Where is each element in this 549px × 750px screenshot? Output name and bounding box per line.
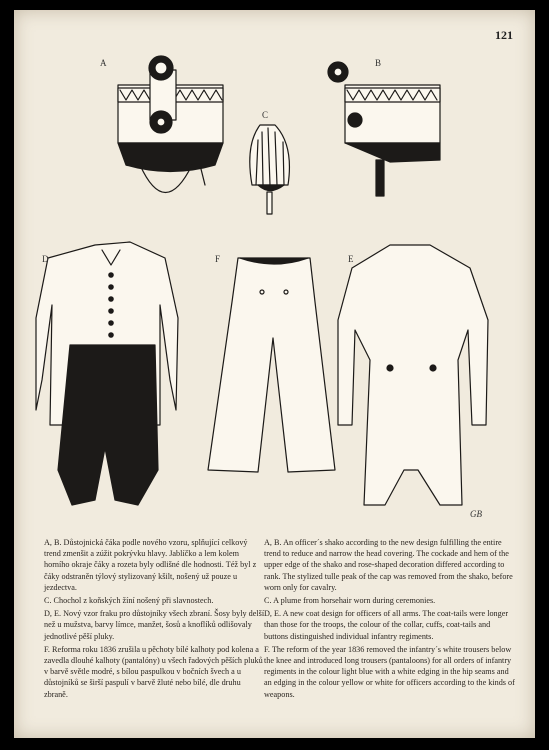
label-c: C bbox=[262, 110, 269, 120]
label-b: B bbox=[375, 58, 382, 68]
caption-czech bbox=[44, 537, 266, 702]
trousers-f bbox=[208, 258, 335, 472]
uniform-illustration bbox=[14, 10, 535, 535]
caption-czech-ab: A, B. Důstojnická čáka podle nového vzoru, splňující celkový trend zmenšit a zúžit pokrývku hlavy. Jablíčko a lem kolem horního okraje čáky a rozeta byly odlišné dle hodnosti. Též byl z čáky odstraněn týlový stylizovaný kšilt, nošený už pouze u jezdectva. bbox=[44, 538, 257, 592]
shako-side-b bbox=[328, 62, 440, 196]
coat-front-d bbox=[36, 242, 178, 505]
label-d: D bbox=[42, 254, 49, 264]
page-number: 121 bbox=[495, 28, 513, 42]
caption-english bbox=[264, 537, 516, 702]
caption-english-f: F. The reform of the year 1836 removed the infantry´s white trousers below the knee and introduced long trousers (pantaloons) for all orders of infantry regiments in the colour light blue with a white edging in the hip seams and an edging in the colour yellow or white for officers according to the kinds of weapons. bbox=[264, 644, 515, 699]
caption-czech-de: D, E. Nový vzor fraku pro důstojníky všech zbraní. Šosy byly delší než u mužstva, barvy límce, manžet, šosů a knoflíků odlišovaly jednotlivé pěší pluky. bbox=[44, 609, 265, 641]
caption-english-ab: A, B. An officer´s shako according to the new design fulfilling the entire trend to reduce and narrow the head covering. The cockade and hem of the upper edge of the shako and rose-shaped decoration differed according to rank. The stylized tulle peak of the cap was removed from the shako, before worn only for cavalry. bbox=[264, 538, 513, 592]
coat-back-e bbox=[338, 245, 488, 505]
artist-signature: GB bbox=[470, 509, 482, 519]
caption-english-de: D, E. A new coat design for officers of all arms. The coat-tails were longer than those for the troops, the colour of the collar, cuffs, coat-tails and buttons distinguished individual infantry regiments. bbox=[264, 609, 509, 641]
plume-c bbox=[250, 125, 290, 214]
shako-front-a bbox=[118, 56, 223, 193]
label-e: E bbox=[348, 254, 354, 264]
label-f: F bbox=[215, 254, 221, 264]
caption-czech-c: C. Chochol z koňských žíní nošený při slavnostech. bbox=[44, 596, 214, 606]
caption-english-c: C. A plume from horsehair worn during ceremonies. bbox=[264, 596, 436, 606]
label-a: A bbox=[100, 58, 107, 68]
book-page bbox=[14, 10, 535, 738]
caption-czech-f: F. Reforma roku 1836 zrušila u pěchoty bílé kalhoty pod kolena a zavedla dlouhé kalhoty (pantalóny) u všech řadových pěších pluků v barvě světle modré, s bílou paspulkou v bočních švech a u důstojníků se širší paspulí v barvě žluté nebo bílé, dle druhu zbraně. bbox=[44, 644, 263, 699]
